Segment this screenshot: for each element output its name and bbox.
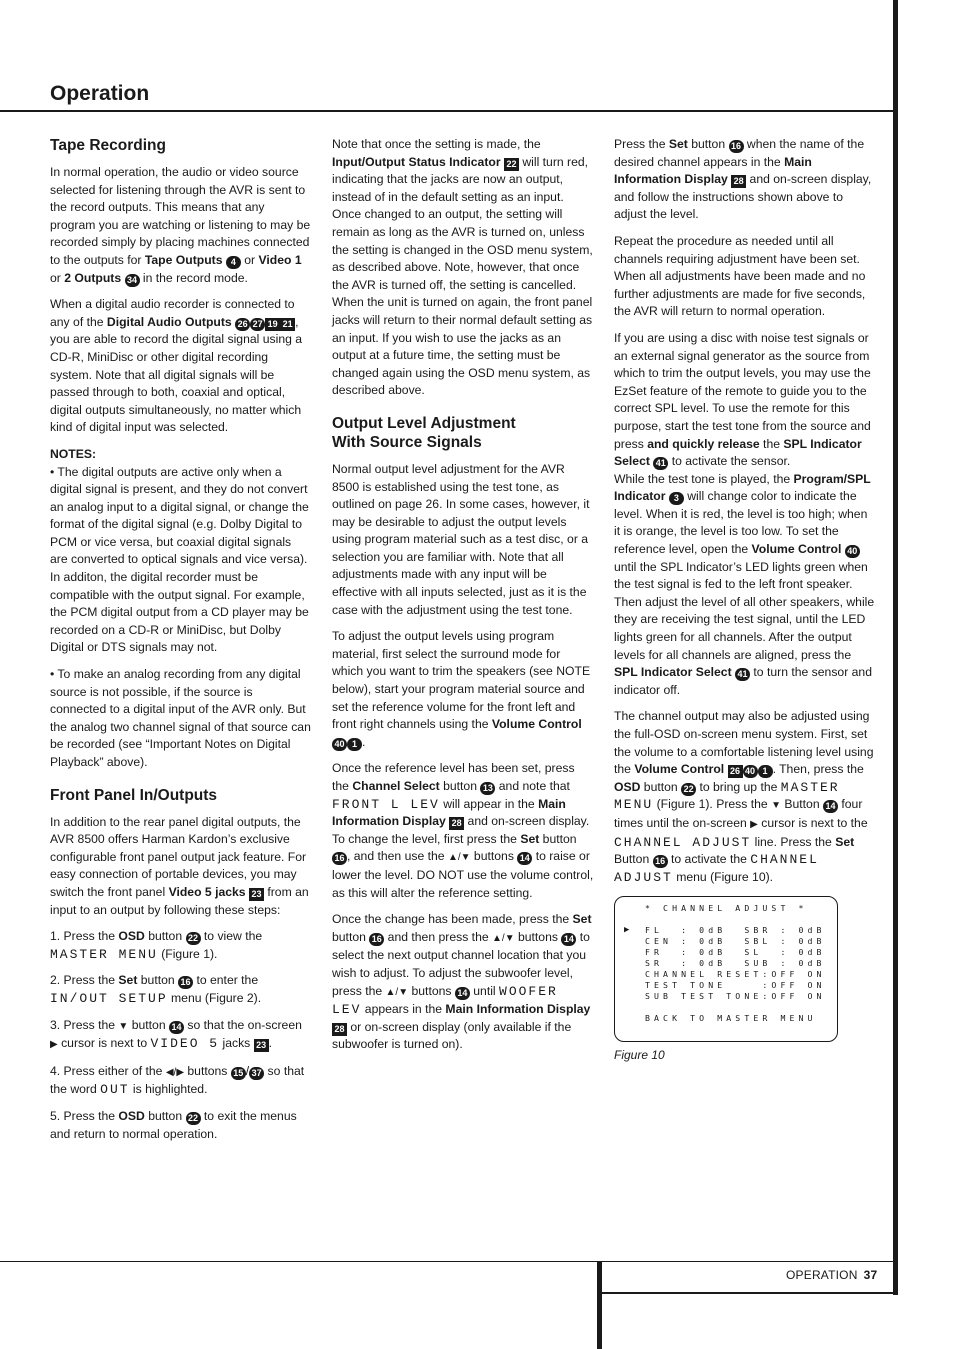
header-rule <box>0 110 898 112</box>
down-arrow-icon: ▼ <box>771 800 781 812</box>
right-edge-bar <box>893 0 898 1295</box>
up-down-arrow-icon: ▲/▼ <box>447 852 471 864</box>
notes-label: NOTES: <box>50 446 97 461</box>
osd-line: SR : 0dB SUB : 0dB <box>645 958 826 968</box>
paragraph: While the test tone is played, the Program/SPL Indicator 3 will change color to indicate the level. When it is red, the level is too high; when it is orange, the level is too low. To set the reference level, open the Volume Control 40 until the SPL Indicator’s LED lights green when the test signal is fed to the left front speaker. Then adjust the level of all other speakers, while they are receiving the test signal, until the LED lights green for all channels. After the output levels for all channels are aligned, press the SPL Indicator Select 41 to turn the sensor and indicator off. <box>614 471 875 697</box>
up-down-arrow-icon: ▲/▼ <box>385 986 409 998</box>
paragraph: In addition to the rear panel digital outputs, the AVR 8500 offers Harman Kardon’s exclusive configurable front panel output jack feature. For easy connection of portable devices, you may switch the front panel Video 5 jacks 23 from an input to an output by following these steps: <box>50 814 309 917</box>
paragraph: To adjust the output levels using program material, first select the surround mode for which you want to trim the speakers (see NOTE below), start your program material source and set the reference volume for the front left and front right channels using the Volume Control 40 1 . <box>332 629 591 749</box>
note: • The digital outputs are active only when a digital signal is present, and they do not convert an analog input to a digital signal, or change the format of the digital signal (e.g. Dolby Digital to PCM or vice versa, but coaxial digital signals are converted to optical signals and vice versa). In additon, the digital recorder must be compatible with the output signal. For example, the PCM digital output from a CD player may be recorded on a CD-R or MiniDisc, but Dolby Digital or DTS signals may not. <box>50 464 309 655</box>
osd-line: SUB TEST TONE:OFF ON <box>645 991 826 1001</box>
step-2: 2. Press the Set button 16 to enter the IN/OUT SETUP menu (Figure 2). <box>50 973 262 1006</box>
osd-line: CHANNEL RESET:OFF ON <box>645 969 826 979</box>
paragraph: Once the change has been made, press the Set button 16 and then press the ▲/▼ buttons 14 to select the next output channel location that you wish to adjust. To adjust the subwoofer level, press the ▲/▼ buttons 14 until WOOFER LEV appears in the Main Information Display 28 or on-screen display (only available if the subwoofer is turned on). <box>332 912 592 1052</box>
paragraph: Note that once the setting is made, the Input/Output Status Indicator 22 will turn red, indicating that the jacks are now an output, instead of in the default setting as an input. Once changed to an output, the setting will remain as long as the AVR is turned on, unless the setting is changed in the OSD menu system, as described above. Note, however, that once the AVR is turned off, the setting is cancelled. When the unit is turned on again, the front panel jacks will return to their normal default setting as an input. If you wish to use the jacks as an output at a future time, the setting must be changed again using the OSD menu system, as described above. <box>332 137 593 398</box>
bottom-edge-bar <box>597 1262 602 1349</box>
footer-rule <box>0 1261 898 1262</box>
osd-line: TEST TONE :OFF ON <box>645 980 826 990</box>
paragraph: Press the Set button 16 when the name of the desired channel appears in the Main Information Display 28 and on-screen display, and follow the instructions shown above to adjust the level. <box>614 137 872 222</box>
osd-line: CEN : 0dB SBL : 0dB <box>645 936 826 946</box>
figure-caption: Figure 10 <box>614 1048 665 1062</box>
ref-number: 34 <box>125 274 140 287</box>
paragraph: When a digital audio recorder is connected to any of the Digital Audio Outputs 26 27 19 21 , you are able to record the digital signal using a CD-R, MiniDisc or other digital recording system. Note that all digital signals will be passed through to both, coaxial and optical, digital outputs simultaneously, no matter which kind of digital input was selected. <box>50 297 303 435</box>
paragraph: Once the reference level has been set, press the Channel Select button 13 and note that FRONT L LEV will appear in the Main Information Display 28 and on-screen display. To change the level, first press the Set button 16 , and then use the ▲/▼ buttons 14 to raise or lower the level. DO NOT use the volume control, as this will alter the reference setting. <box>332 761 594 900</box>
step-3: 3. Press the ▼ button 14 so that the on-screen ▶ cursor is next to VIDEO 5 jacks 23 . <box>50 1017 302 1052</box>
footer-label: OPERATION <box>786 1268 858 1282</box>
section-title-output-level: Output Level Adjustment With Source Signals <box>332 414 516 451</box>
section-title-tape-recording: Tape Recording <box>50 137 166 154</box>
step-1: 1. Press the OSD button 22 to view the MASTER MENU (Figure 1). <box>50 929 263 962</box>
down-arrow-icon: ▼ <box>118 1020 129 1032</box>
osd-channel-adjust-figure <box>614 896 838 1042</box>
ref-number: 4 <box>226 256 241 269</box>
paragraph: Normal output level adjustment for the AVR 8500 is established using the test tone, as outlined on page 26. In some cases, however, it may be desirable to adjust the output levels using program material such as a test disc, or a selection you are familiar with. Note that all adjustments made with any input will be effective with all inputs selected, just as it is the case with the adjustment using the test tone. <box>332 461 590 617</box>
column-1 <box>50 136 312 1152</box>
step-5: 5. Press the OSD button 22 to exit the menus and return to normal operation. <box>50 1108 297 1141</box>
page-number: 37 <box>863 1268 878 1282</box>
paragraph: If you are using a disc with noise test signals or an external signal generator as the source from which to trim the output levels, you may use the EzSet feature of the remote to guide you to the correct SPL level. To use the remote for this purpose, start the test tone from the source and press and quickly release the SPL Indicator Select 41 to activate the sensor. <box>614 330 871 469</box>
footer-rule-short <box>597 1292 898 1294</box>
page-title: Operation <box>50 82 150 105</box>
note: • To make an analog recording from any digital source is not possible, if the source is connected to a digital input of the AVR only. But the analog two channel signal of that source can be recorded (see “Important Notes on Digital Playback” above). <box>50 667 311 769</box>
paragraph: Repeat the procedure as needed until all channels requiring adjustment have been set. When all adjustments have been made and no further adjustments are made for five seconds, the AVR will return to normal operation. <box>614 233 866 319</box>
osd-line: FR : 0dB SL : 0dB <box>645 947 826 957</box>
step-4: 4. Press either of the ◀/▶ buttons 15 / 37 so that the word OUT is highlighted. <box>50 1063 305 1098</box>
up-down-arrow-icon: ▲/▼ <box>492 932 515 944</box>
left-right-arrow-icon: ◀/▶ <box>165 1066 185 1078</box>
paragraph: In normal operation, the audio or video source selected for listening through the AVR is sent to the record outputs. This means that any program you are watching or listening to may be recorded simply by placing machines connected to the outputs for Tape Outputs 4 or Video 1 or 2 Outputs 34 in the record mode. <box>50 165 311 285</box>
cursor-arrow-icon: ▶ <box>750 818 758 830</box>
osd-line: BACK TO MASTER MENU <box>645 1013 817 1023</box>
cursor-arrow-icon: ▶ <box>50 1039 58 1051</box>
page-footer <box>786 1268 877 1282</box>
column-2 <box>332 136 594 1063</box>
section-title-front-panel: Front Panel In/Outputs <box>50 786 218 804</box>
osd-line: * CHANNEL ADJUST * <box>645 903 808 913</box>
column-3 <box>614 136 876 895</box>
osd-cursor-icon: ▶ <box>624 925 630 935</box>
paragraph: The channel output may also be adjusted using the full-OSD on-screen menu system. First, set the volume to a comfortable listening level using the Volume Control 26 40 1 . Then, press the OSD button 22 to bring up the MASTER MENU (Figure 1). Press the ▼ Button 14 four times until the on-screen ▶ cursor is next to the CHANNEL ADJUST line. Press the Set Button 16 to activate the CHANNEL ADJUST menu (Figure 10). <box>614 709 874 885</box>
osd-line: FL : 0dB SBR : 0dB <box>645 925 826 935</box>
